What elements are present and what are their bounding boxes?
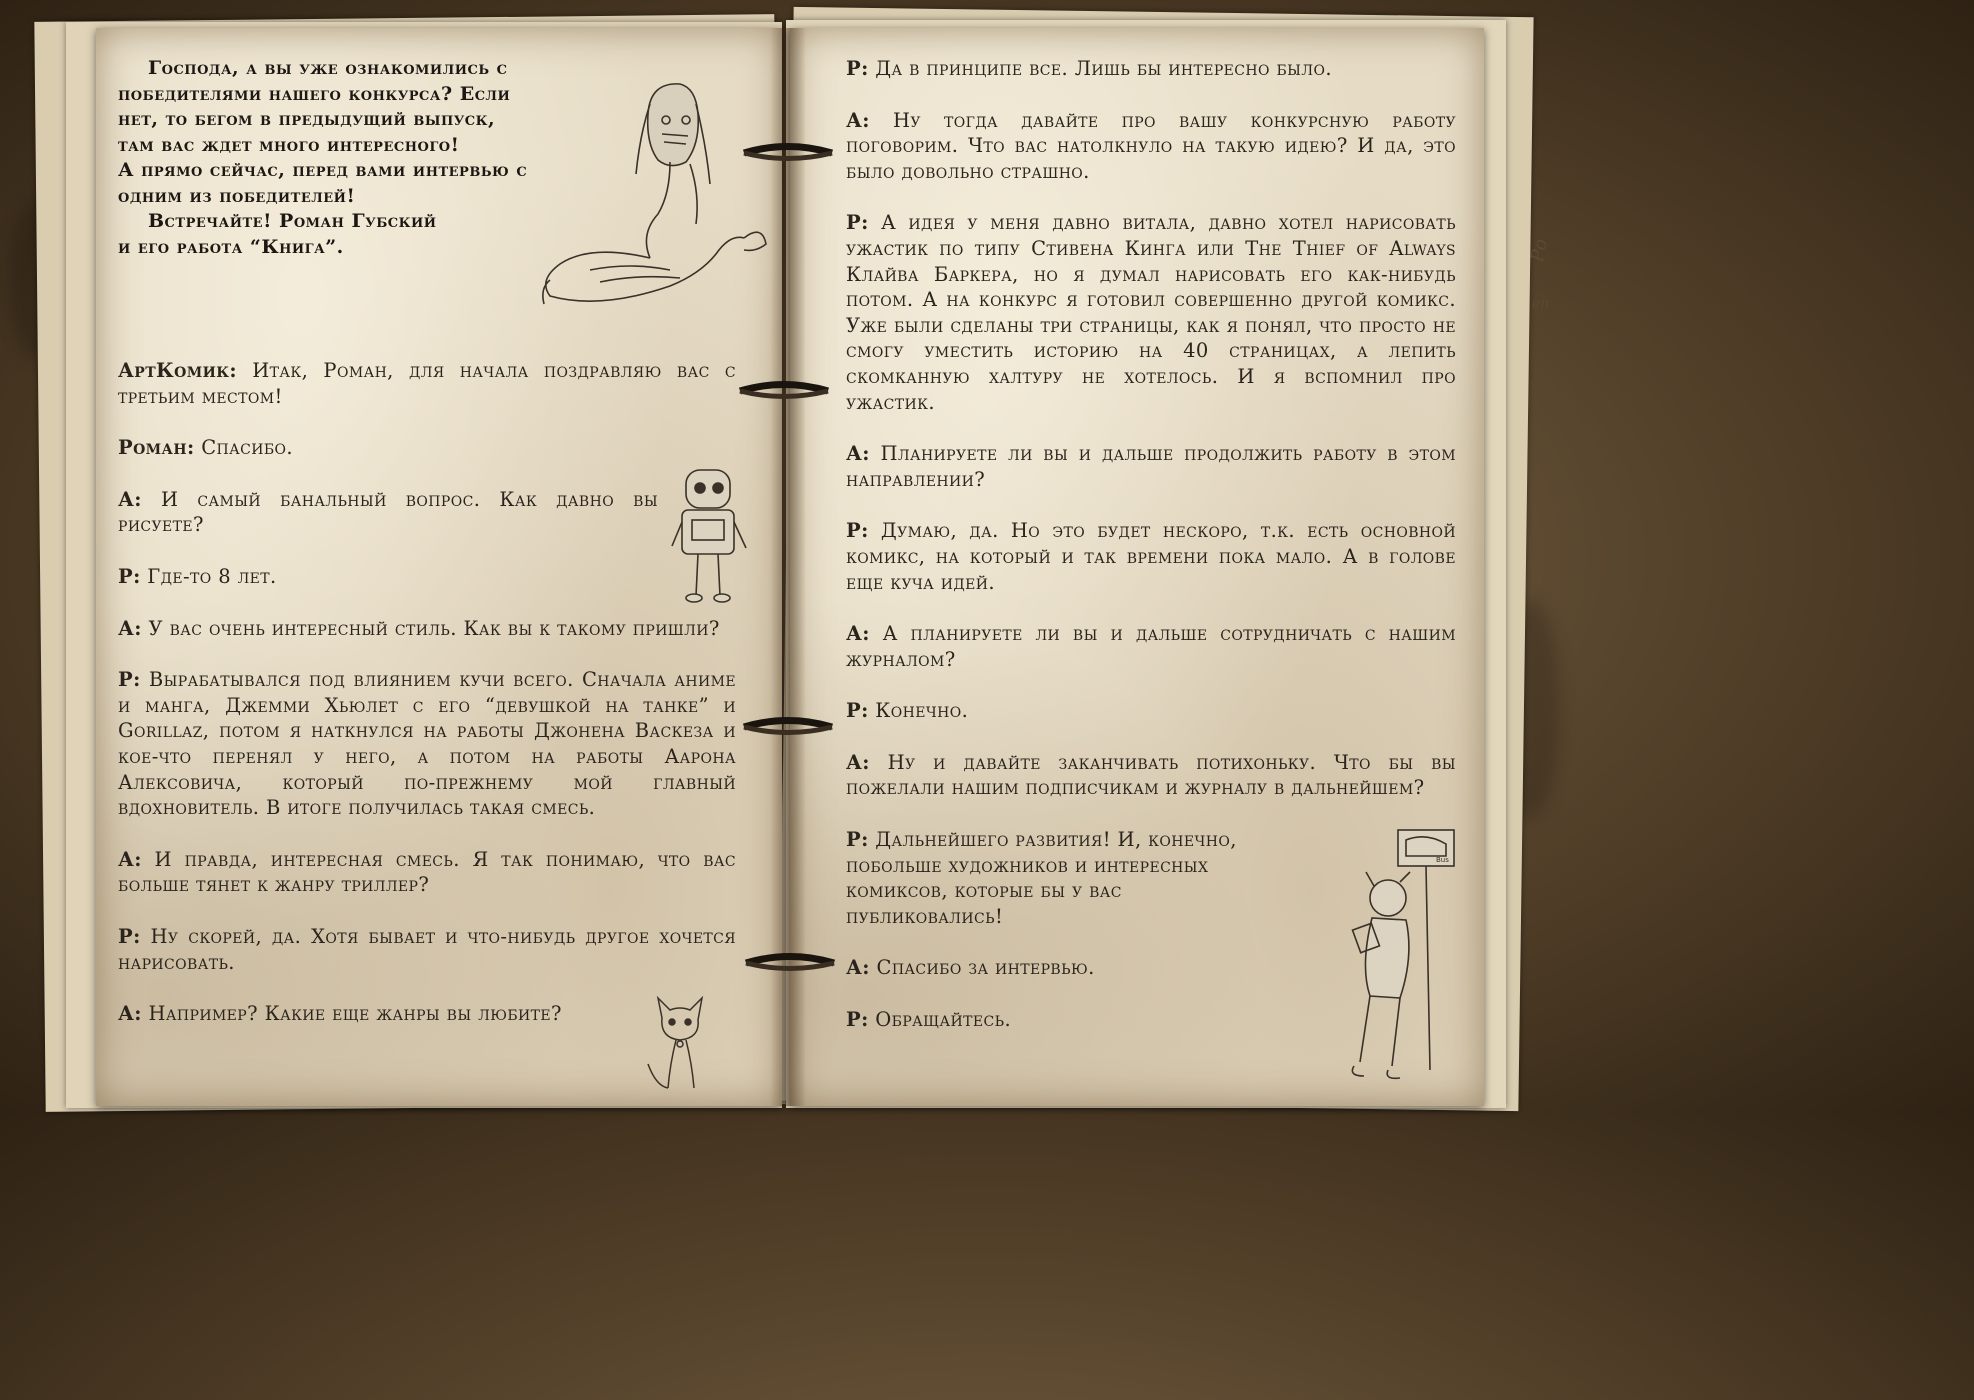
interview-entry (118, 616, 736, 642)
answer-text: Ну тогда давайте про вашу конкурсную работу поговорим. Что вас натолкнуло на такую идею? И да, это было довольно страшно. (846, 108, 1456, 183)
intro-line: победителями нашего конкурса? Если (118, 82, 511, 105)
binder-ring (736, 380, 832, 402)
interview-entry (118, 564, 736, 590)
interview-entry (846, 518, 1456, 595)
interview-entry (846, 210, 1456, 415)
interview-entry (118, 435, 736, 461)
speaker-label: Р: (846, 519, 869, 543)
answer-text: Спасибо. (201, 436, 294, 460)
speaker-label: А: (118, 616, 142, 640)
answer-text: Где-то 8 лет. (147, 564, 277, 588)
intro-line: Встречайте! Роман Губский (148, 210, 437, 232)
speaker-label: А: (118, 487, 142, 511)
interview-entry (118, 847, 736, 898)
interview-entry (846, 827, 1276, 929)
answer-text: Ну скорей, да. Хотя бывает и что-нибудь другое хочется нарисовать. (118, 924, 736, 974)
speaker-label: Р: (118, 668, 141, 692)
answer-text: И правда, интересная смесь. Я так понимаю, что вас больше тянет к жанру триллер? (118, 847, 736, 897)
interview-entry (846, 955, 1456, 981)
answer-text: А планируете ли вы и дальше сотрудничать с нашим журналом? (846, 622, 1456, 671)
interview-entry (846, 108, 1456, 185)
binder-ring (740, 716, 836, 738)
answer-text: Думаю, да. Но это будет нескоро, т.к. есть основной комикс, на который и так времени пока мало. А в голове еще куча идей. (846, 519, 1456, 594)
binder-ring (742, 952, 838, 974)
intro-line: там вас ждет много интересного! (118, 133, 460, 156)
speaker-label: А: (846, 442, 870, 466)
interview-entry (118, 924, 736, 975)
answer-text: Обращайтесь. (875, 1008, 1012, 1032)
intro-line: нет, то бегом в предыдущий выпуск, (118, 108, 496, 130)
speaker-label: Р: (846, 828, 869, 852)
speaker-label: Р: (118, 924, 141, 948)
intro-line: одним из победителей! (118, 184, 356, 207)
left-page-interview (118, 358, 736, 1053)
speaker-label: Р: (846, 57, 869, 80)
interview-entry (846, 698, 1456, 724)
answer-text: Планируете ли вы и дальше продолжить работу в этом направлении? (846, 442, 1456, 491)
answer-text: Дальнейшего развития! И, конечно, побольше художников и интересных комиксов, которые бы у вас публиковались! (846, 828, 1237, 928)
speaker-label: А: (846, 750, 870, 774)
edge-handwriting: Ро (1527, 237, 1552, 264)
speaker-label: Роман: (118, 436, 195, 460)
speaker-label: А: (118, 1002, 142, 1026)
interview-entry (846, 621, 1456, 672)
answer-text: Например? Какие еще жанры вы любите? (148, 1002, 562, 1026)
interview-entry (846, 441, 1456, 492)
speaker-label: А: (846, 622, 870, 646)
speaker-label: А: (846, 108, 870, 132)
intro-line: А прямо сейчас, перед вами интервью с (118, 159, 528, 181)
mermaid-girl-sketch (530, 74, 770, 310)
interview-entry (118, 487, 658, 538)
speaker-label: АртКомик: (118, 359, 238, 382)
edge-handwriting: en (1532, 296, 1550, 312)
interview-entry (846, 750, 1456, 801)
interview-entry (118, 1001, 736, 1027)
speaker-label: Р: (846, 699, 869, 723)
intro-line: Господа, а вы уже ознакомились с (148, 57, 508, 79)
answer-text: Итак, Роман, для начала поздравляю вас с третьим местом! (118, 359, 736, 408)
interview-entry (118, 358, 736, 409)
answer-text: А идея у меня давно витала, давно хотел нарисовать ужастик по типу Стивена Кинга или The Thief of Always Клайва Баркера, но я думал нарисовать его как-нибудь потом. А на конкурс я готовил совершенно другой комикс. Уже были сделаны три страницы, как я понял, что просто не смогу уместить историю на 40 страницах, а лепить скомканную халтуру не хотелось. И я вспомнил про ужастик. (846, 211, 1456, 414)
bus-sign-label: Bus (1436, 856, 1449, 864)
intro-line: и его работа “Книга”. (118, 235, 344, 258)
speaker-label: Р: (118, 564, 141, 588)
answer-text: У вас очень интересный стиль. Как вы к такому пришли? (148, 616, 720, 640)
interview-entry (846, 56, 1456, 82)
speaker-label: Р: (846, 1008, 869, 1032)
answer-text: Ну и давайте заканчивать потихоньку. Что бы вы пожелали нашим подписчикам и журналу в дальнейшем? (846, 750, 1456, 800)
speaker-label: А: (118, 847, 142, 871)
answer-text: Спасибо за интервью. (876, 956, 1095, 980)
answer-text: Да в принципе все. Лишь бы интересно было. (875, 57, 1332, 80)
answer-text: И самый банальный вопрос. Как давно вы рисуете? (118, 487, 658, 537)
speaker-label: Р: (846, 211, 869, 235)
interview-entry (118, 667, 736, 821)
speaker-label: А: (846, 956, 870, 980)
right-page-interview (846, 56, 1456, 1059)
interview-entry (846, 1007, 1456, 1033)
binding-gutter (770, 28, 806, 1106)
answer-text: Конечно. (875, 699, 969, 723)
answer-text: Вырабатывался под влиянием кучи всего. Сначала аниме и манга, Джемми Хьюлет с его “девушкой на танке” и Gorillaz, потом я наткнулся на работы Джонена Васкеза и кое-что перенял у него, а потом на работы Аарона Алексовича, который по-прежнему мой главный вдохновитель. В итоге получилась такая смесь. (118, 668, 736, 820)
